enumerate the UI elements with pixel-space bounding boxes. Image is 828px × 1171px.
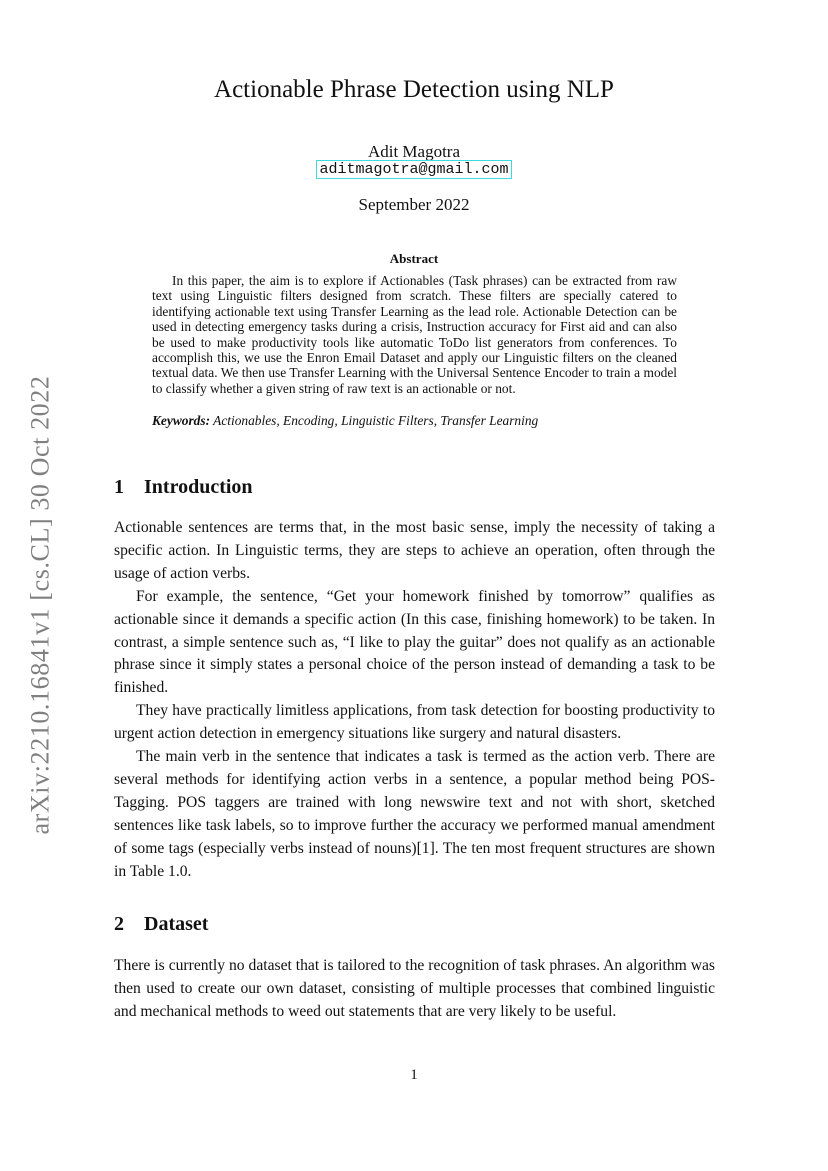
dataset-body	[114, 955, 715, 1024]
abstract-heading: Abstract	[389, 251, 439, 266]
paragraph: For example, the sentence, “Get your homework finished by tomorrow” qualifies as actionable since it demands a specific action (In this case, finishing homework) to be taken. In contrast, a simple sentence such as, “I like to play the guitar” does not qualify as an actionable phrase since it simply states a personal choice of the person instead of demanding a task to be finished.	[114, 587, 715, 697]
author-name: Adit Magotra	[367, 142, 461, 161]
paragraph: There is currently no dataset that is tailored to the recognition of task phrases. An algorithm was then used to create our own dataset, consisting of multiple processes that combined linguistic and mechanical methods to weed out statements that are very likely to be useful.	[114, 957, 715, 1020]
paragraph: They have practically limitless applications, from task detection for boosting productivity to urgent action detection in emergency situations like surgery and natural disasters.	[114, 702, 715, 743]
paragraph: The main verb in the sentence that indicates a task is termed as the action verb. There are several methods for identifying action verbs in a sentence, a popular method being POS-Tagging. POS taggers are trained with long newswire text and not with short, sketched sentences like task labels, so to improve further the accuracy we performed manual amendment of some tags (especially verbs instead of nouns)[1]. The ten most frequent structures are shown in Table 1.0.	[114, 748, 715, 880]
arxiv-stamp-text: arXiv:2210.16841v1 [cs.CL] 30 Oct 2022	[25, 375, 54, 835]
keywords-list: Actionables, Encoding, Linguistic Filters, Transfer Learning	[213, 413, 539, 428]
section-heading-dataset	[114, 913, 208, 936]
introduction-body	[114, 517, 715, 884]
section-title: Dataset	[144, 913, 209, 935]
section-number: 2	[114, 913, 124, 935]
page-number: 1	[410, 1067, 418, 1083]
email-container	[0, 160, 828, 179]
arxiv-side-stamp	[20, 365, 60, 845]
keywords-label: Keywords:	[152, 413, 211, 428]
publication-date: September 2022	[358, 195, 470, 214]
section-heading-introduction	[114, 476, 253, 499]
section-number: 1	[114, 476, 124, 498]
abstract-text	[152, 273, 677, 396]
paper-title: Actionable Phrase Detection using NLP	[214, 76, 614, 103]
paragraph: Actionable sentences are terms that, in the most basic sense, imply the necessity of taking a specific action. In Linguistic terms, they are steps to achieve an operation, often through the usage of action verbs.	[114, 519, 715, 582]
author-email-link[interactable]: aditmagotra@gmail.com	[316, 160, 511, 179]
keywords-line	[152, 413, 677, 428]
section-title: Introduction	[144, 476, 253, 498]
abstract-body: In this paper, the aim is to explore if Actionables (Task phrases) can be extracted from raw text using Linguistic filters designed from scratch. These filters are specially catered to identifying actionable text using Transfer Learning as the lead role. Actionable Detection can be used in detecting emergency tasks during a crisis, Instruction accuracy for First aid and can also be used to make productivity tools like automatic ToDo list generators from conferences. To accomplish this, we use the Enron Email Dataset and apply our Linguistic filters on the cleaned textual data. We then use Transfer Learning with the Universal Sentence Encoder to train a model to classify whether a given string of raw text is an actionable or not.	[152, 273, 677, 396]
